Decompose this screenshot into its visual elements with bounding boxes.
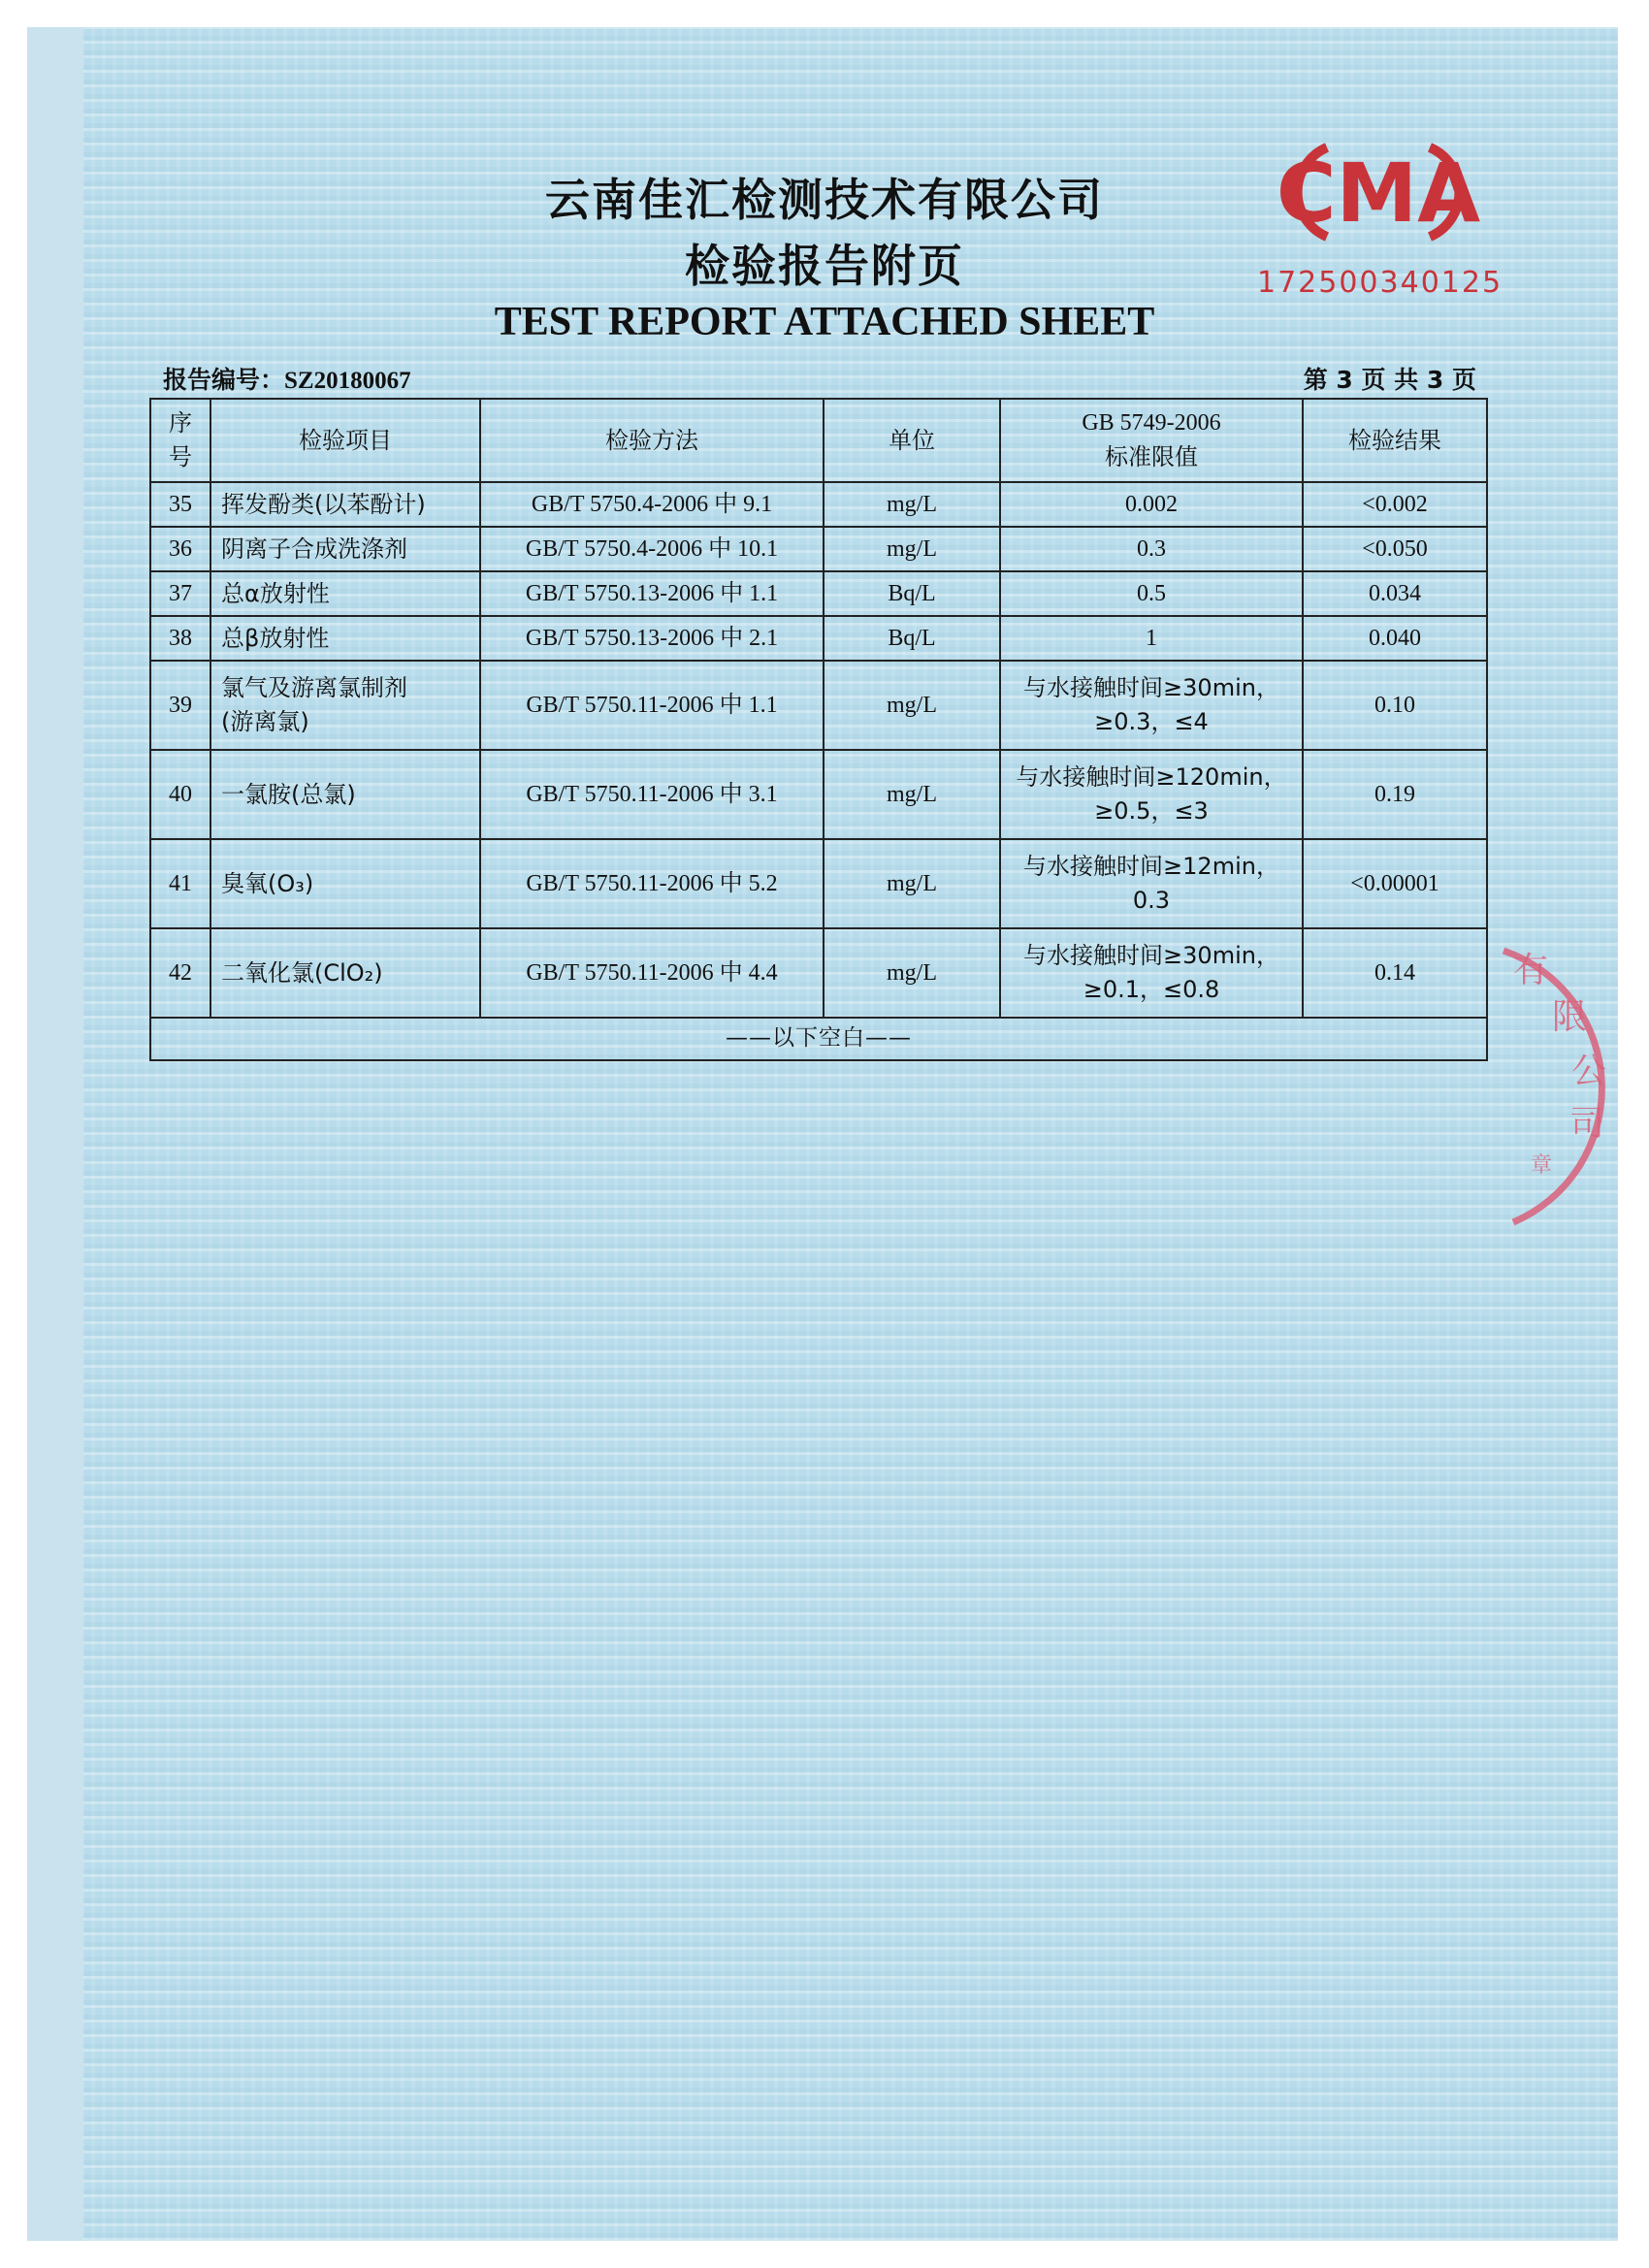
report-number-label: 报告编号：: [163, 366, 285, 394]
end-note: ——以下空白——: [150, 1018, 1487, 1060]
header-result: 检验结果: [1303, 399, 1487, 482]
cell-limit-line: 与水接触时间≥12min，: [1023, 853, 1279, 881]
table-row: [150, 928, 1487, 1018]
cell-result: <0.00001: [1303, 839, 1487, 928]
table-row: [150, 839, 1487, 928]
header-unit: 单位: [824, 399, 1000, 482]
cell-item-line: 总β放射性: [221, 624, 330, 652]
cell-no: 36: [150, 527, 210, 571]
cell-unit: mg/L: [824, 482, 1000, 527]
cell-item-line: (游离氯): [221, 708, 309, 735]
cell-method: GB/T 5750.11-2006 中 4.4: [480, 928, 824, 1018]
cell-no: 42: [150, 928, 210, 1018]
cell-result: 0.19: [1303, 750, 1487, 839]
cell-item-line: 挥发酚类(以苯酚计): [221, 490, 426, 518]
cell-result: 0.10: [1303, 661, 1487, 750]
cell-no: 41: [150, 839, 210, 928]
seal-suffix: 章: [1531, 1153, 1553, 1178]
report-number: [163, 361, 411, 396]
cell-method: GB/T 5750.13-2006 中 1.1: [480, 571, 824, 616]
cell-item: [210, 928, 480, 1018]
cell-limit: [1000, 571, 1303, 616]
cell-limit-line: 1: [1146, 625, 1157, 651]
page-info: 第 3 页 共 3 页: [1303, 366, 1476, 394]
results-table: [149, 398, 1488, 1061]
cell-method: GB/T 5750.4-2006 中 10.1: [480, 527, 824, 571]
cell-item: [210, 616, 480, 661]
cell-limit-line: 0.3: [1137, 535, 1166, 562]
cell-method: GB/T 5750.4-2006 中 9.1: [480, 482, 824, 527]
header-item: 检验项目: [210, 399, 480, 482]
table-row: [150, 527, 1487, 571]
scan-edge: [27, 27, 83, 2241]
cell-limit: [1000, 661, 1303, 750]
cell-result: <0.002: [1303, 482, 1487, 527]
table-end-row: [150, 1018, 1487, 1060]
cell-no: 37: [150, 571, 210, 616]
cell-item: [210, 661, 480, 750]
cma-number: 172500340125: [1257, 266, 1504, 300]
cell-limit-line: 0.3: [1132, 887, 1171, 914]
cell-item-line: 一氯胺(总氯): [221, 780, 356, 808]
cell-item-line: 总α放射性: [221, 579, 330, 607]
report-title-en: TEST REPORT ATTACHED SHEET: [494, 300, 1155, 344]
cell-unit: mg/L: [824, 928, 1000, 1018]
cma-logo: [1257, 134, 1500, 250]
cell-unit: mg/L: [824, 527, 1000, 571]
table-row: [150, 482, 1487, 527]
cell-limit-line: ≥0.5，≤3: [1094, 797, 1209, 825]
report-sheet: [27, 27, 1618, 2241]
cell-method: GB/T 5750.13-2006 中 2.1: [480, 616, 824, 661]
cell-limit-line: 0.5: [1137, 580, 1166, 606]
company-name: 云南佳汇检测技术有限公司: [545, 174, 1104, 226]
header-no: 序 号: [150, 399, 210, 482]
cell-limit: [1000, 750, 1303, 839]
cell-item: [210, 482, 480, 527]
cell-limit-line: 与水接触时间≥120min，: [1016, 763, 1287, 792]
cell-no: 40: [150, 750, 210, 839]
cell-item: [210, 750, 480, 839]
cell-item-line: 二氧化氯(ClO₂): [221, 958, 383, 987]
cell-result: 0.034: [1303, 571, 1487, 616]
cell-limit-line: 与水接触时间≥30min，: [1023, 674, 1279, 702]
cell-limit: [1000, 482, 1303, 527]
table-row: [150, 750, 1487, 839]
table-row: [150, 616, 1487, 661]
cell-item: [210, 839, 480, 928]
cell-item-line: 氯气及游离氯制剂: [221, 674, 407, 702]
cell-item: [210, 527, 480, 571]
cell-no: 38: [150, 616, 210, 661]
cell-result: 0.14: [1303, 928, 1487, 1018]
cell-unit: Bq/L: [824, 571, 1000, 616]
cell-item: [210, 571, 480, 616]
cell-unit: mg/L: [824, 839, 1000, 928]
table-row: [150, 661, 1487, 750]
cell-result: <0.050: [1303, 527, 1487, 571]
cell-limit: [1000, 527, 1303, 571]
header-method: 检验方法: [480, 399, 824, 482]
cell-limit-line: ≥0.3，≤4: [1094, 708, 1209, 735]
cma-text: CMA: [1276, 146, 1481, 241]
company-seal: [1474, 941, 1649, 1232]
cell-method: GB/T 5750.11-2006 中 1.1: [480, 661, 824, 750]
cell-limit-line: 0.002: [1125, 491, 1178, 517]
cell-result: 0.040: [1303, 616, 1487, 661]
cell-limit-line: ≥0.1，≤0.8: [1083, 976, 1220, 1003]
cell-unit: mg/L: [824, 661, 1000, 750]
cell-unit: mg/L: [824, 750, 1000, 839]
cell-limit: [1000, 928, 1303, 1018]
cell-item-line: 臭氧(O₃): [221, 869, 314, 897]
cell-method: GB/T 5750.11-2006 中 3.1: [480, 750, 824, 839]
cell-item-line: 阴离子合成洗涤剂: [221, 535, 407, 563]
header-limit: GB 5749-2006 标准限值: [1000, 399, 1303, 482]
cell-method: GB/T 5750.11-2006 中 5.2: [480, 839, 824, 928]
table-row: [150, 571, 1487, 616]
report-number-value: SZ20180067: [284, 368, 411, 394]
cell-limit: [1000, 616, 1303, 661]
table-header-row: [150, 399, 1487, 482]
cell-limit: [1000, 839, 1303, 928]
cell-limit-line: 与水接触时间≥30min，: [1023, 942, 1279, 970]
seal-text: 有限公司: [1513, 951, 1607, 1144]
cell-unit: Bq/L: [824, 616, 1000, 661]
cell-no: 35: [150, 482, 210, 527]
cell-no: 39: [150, 661, 210, 750]
report-title-cn: 检验报告附页: [685, 240, 964, 292]
